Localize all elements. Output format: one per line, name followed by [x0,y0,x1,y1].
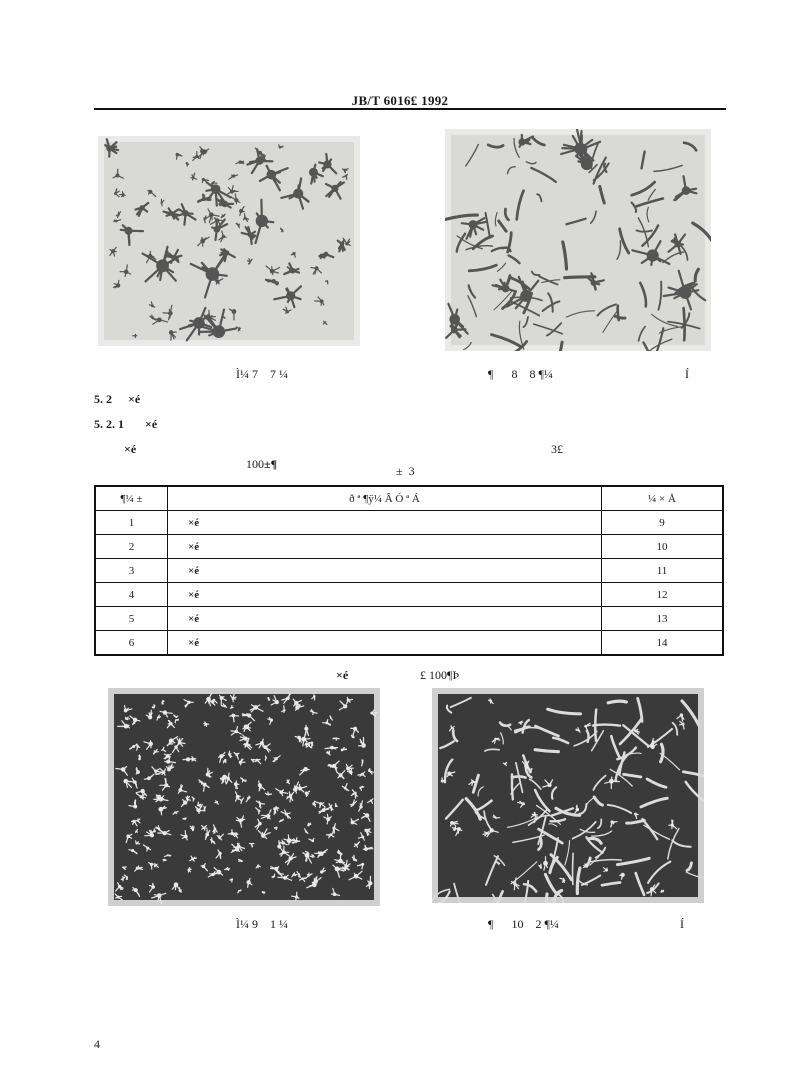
standard-code: JB/T 6016£ 1992 [351,93,449,108]
row-description-text: ×é [188,516,200,529]
table-row [95,583,723,607]
row-grade: 2 [95,535,168,559]
magnification-glyph: ±¶ [264,457,278,471]
row-figure: 14 [602,631,724,656]
row-description-text: ×é [188,636,200,649]
row-figure: 13 [602,607,724,631]
row-description-text: ×é [188,588,200,601]
row-description [168,559,602,583]
row-description-text: ×é [188,540,200,553]
paragraph-magnification [240,442,277,472]
note-lead: ×é [336,668,349,682]
row-grade: 4 [95,583,168,607]
section-5-2-1-number: 5. 2. 1 [94,417,124,431]
magnification-value: 100 [246,457,264,471]
note-magnification: £ 100¶Þ [420,668,460,682]
figure-8-micrograph [445,129,711,351]
figure-9-graphite-pattern [108,688,380,906]
table-3-title: ± 3 [396,464,415,478]
row-description [168,583,602,607]
figure-7-graphite-pattern [98,136,360,346]
row-description [168,535,602,559]
figure-7-caption: Ì¼ 7 7 ¼ [236,367,288,381]
header-rule [94,108,726,110]
row-description [168,511,602,535]
figure-8-caption-suffix: Í [685,367,689,381]
figure-8-graphite-pattern [445,129,711,351]
table-row [95,607,723,631]
row-figure: 10 [602,535,724,559]
row-description-text: ×é [188,564,200,577]
row-figure: 12 [602,583,724,607]
paragraph-lead: ×é [124,442,137,456]
figure-10-micrograph [432,688,704,903]
section-5-2-1-title: ×é [145,417,158,431]
row-grade: 6 [95,631,168,656]
row-description [168,631,602,656]
row-grade: 5 [95,607,168,631]
table-row [95,535,723,559]
figure-7-micrograph [98,136,360,346]
row-grade: 1 [95,511,168,535]
table-row [95,511,723,535]
figure-9-micrograph [108,688,380,906]
page-number: 4 [94,1037,100,1051]
section-5-2-title: ×é [128,392,141,406]
paragraph-table-ref: 3£ [551,442,563,456]
header-grade: ¶¼ ± [95,486,168,511]
figure-10-caption-suffix: Í [680,917,684,931]
row-description-text: ×é [188,612,200,625]
figure-10-graphite-pattern [432,688,704,903]
grade-table [94,485,724,656]
row-figure: 11 [602,559,724,583]
row-figure: 9 [602,511,724,535]
figure-9-caption: Ì¼ 9 1 ¼ [236,917,288,931]
header-reference-figure: ¼ × Å [602,486,724,511]
table-row [95,559,723,583]
grade-table-header-row [95,486,723,511]
section-5-2-number: 5. 2 [94,392,112,406]
row-grade: 3 [95,559,168,583]
figure-8-caption: ¶ 8 8 ¶¼ [488,367,553,381]
table-row [95,631,723,656]
figure-10-caption: ¶ 10 2 ¶¼ [488,917,559,931]
header-description: ð ª ¶ÿ¼ Â Ó ª Á [168,486,602,511]
row-description [168,607,602,631]
